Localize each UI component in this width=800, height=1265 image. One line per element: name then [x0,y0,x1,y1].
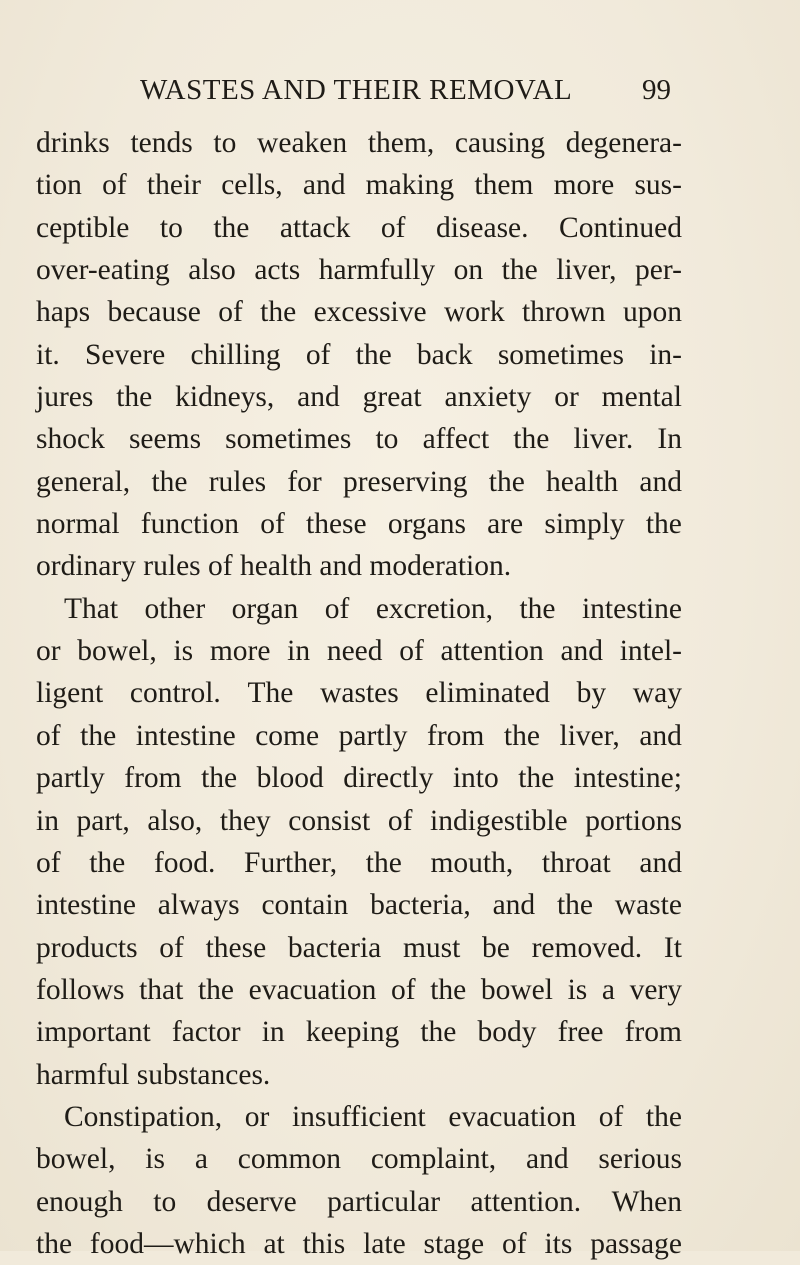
body-text [36,122,682,1265]
text-line: the food—which at this late stage of its passage [36,1227,682,1260]
page-number: 99 [642,74,671,106]
text-line: bowel, is a common complaint, and serious [36,1143,682,1176]
paragraph-end-line: harmful substances. [36,1058,271,1091]
text-line: of the intestine come partly from the liver, and [36,719,682,752]
text-line: in part, also, they consist of indigestible portions [36,804,682,837]
text-line: follows that the evacuation of the bowel is a very [36,973,682,1006]
text-line: drinks tends to weaken them, causing degenera- [36,127,682,159]
paragraph-end-line: ordinary rules of health and moderation. [36,550,512,583]
text-line: tion of their cells, and making them more sus- [36,169,682,202]
paragraph-start-line: Constipation, or insufficient evacuation of the [64,1100,682,1133]
text-line: intestine always contain bacteria, and the waste [36,889,682,922]
page-header [0,74,800,114]
text-line: ceptible to the attack of disease. Continued [36,211,682,244]
text-line: products of these bacteria must be removed. It [36,931,682,964]
text-line: enough to deserve particular attention. When [36,1185,682,1218]
text-line: of the food. Further, the mouth, throat and [36,846,682,879]
text-line: haps because of the excessive work thrown upon [36,296,682,329]
text-line: normal function of these organs are simply the [36,508,682,541]
text-line: jures the kidneys, and great anxiety or mental [36,381,682,414]
text-line: general, the rules for preserving the health and [36,465,682,498]
text-line: it. Severe chilling of the back sometimes in- [36,338,682,371]
paragraph-start-line: That other organ of excretion, the intestine [64,592,682,625]
running-head: WASTES AND THEIR REMOVAL [140,74,573,106]
text-line: or bowel, is more in need of attention and intel- [36,635,682,668]
text-line: ligent control. The wastes eliminated by way [36,677,682,710]
text-line: important factor in keeping the body free from [36,1016,682,1049]
text-line: shock seems sometimes to affect the liver. In [36,423,682,456]
text-line: over-eating also acts harmfully on the liver, per- [36,254,682,287]
text-line: partly from the blood directly into the intestine; [36,762,682,795]
